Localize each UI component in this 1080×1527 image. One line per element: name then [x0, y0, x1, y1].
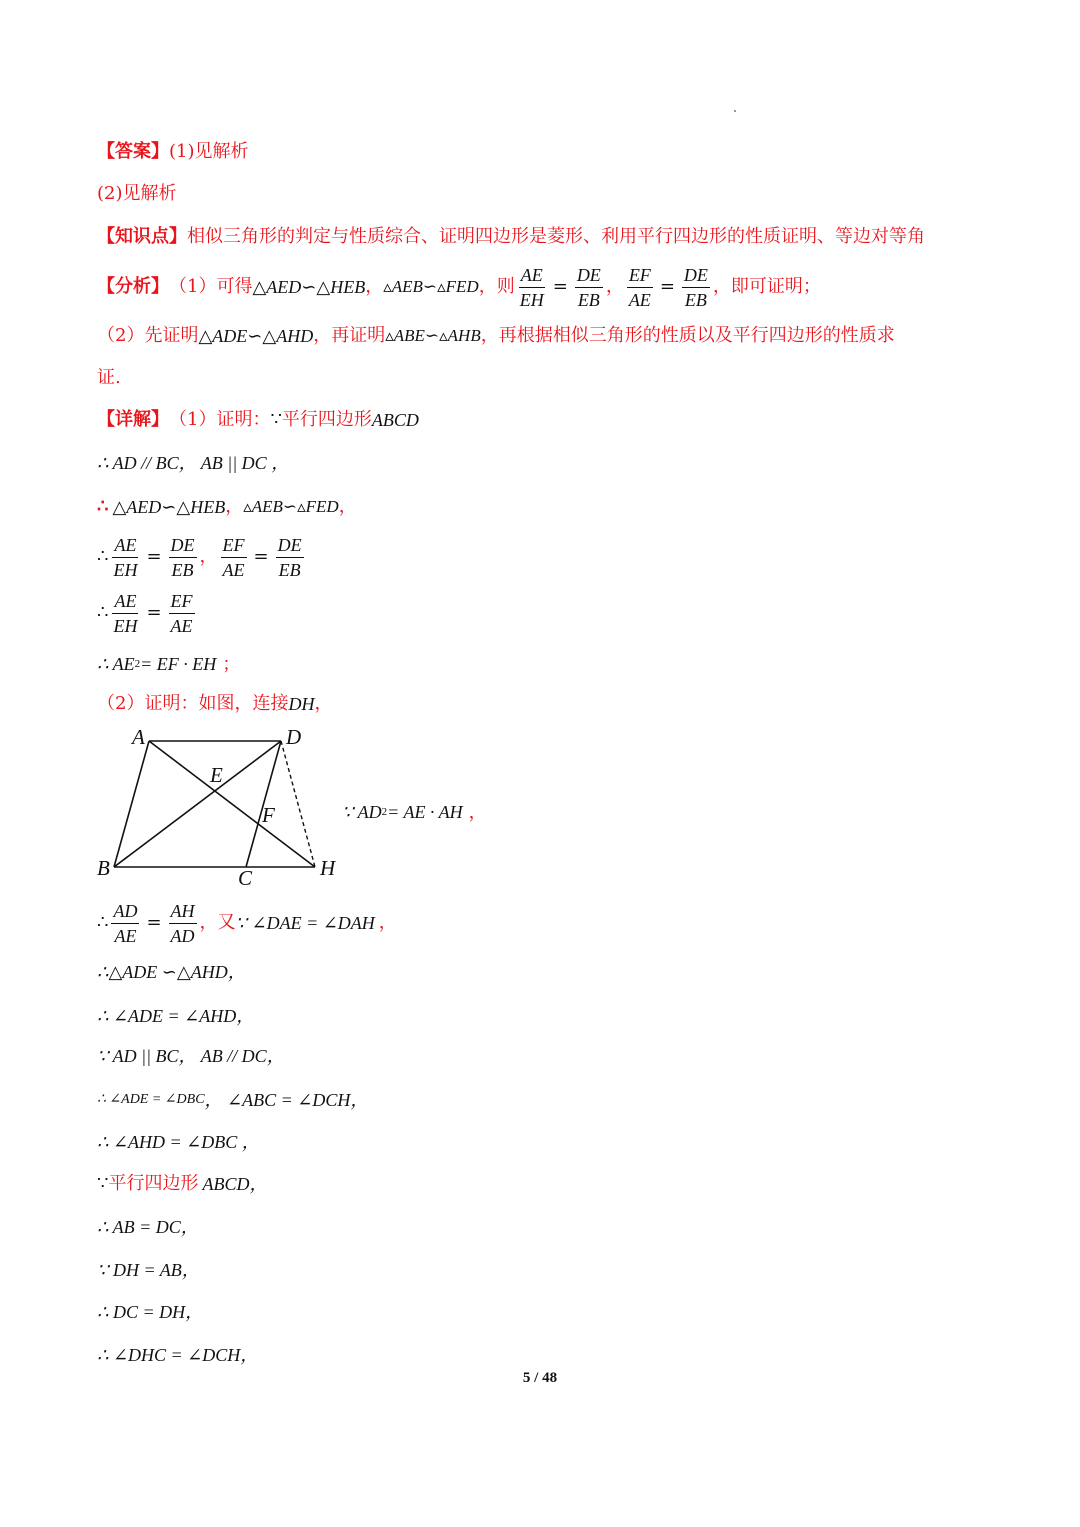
- figure-side-equation: [342, 800, 1020, 824]
- analysis-sep: ，: [365, 276, 384, 297]
- label-E: E: [210, 763, 223, 787]
- detail-l4-fraction-b: [169, 533, 197, 582]
- detail-line-17: [97, 1343, 1020, 1367]
- page-number: 5 / 48: [522, 1370, 558, 1386]
- detail-line-6: [97, 652, 1020, 676]
- label-F: F: [262, 803, 275, 827]
- analysis-fraction-1: [518, 263, 546, 312]
- fraction-denominator: EB: [684, 289, 707, 310]
- detail-line-4: [97, 532, 1020, 582]
- fraction-numerator: AE: [112, 589, 138, 614]
- detail-line-12: [97, 1130, 1020, 1154]
- analysis-similarity-1: △AED∽△HEB: [252, 277, 366, 297]
- fraction-denominator: EH: [519, 289, 544, 310]
- answer-tag: 【答案】: [97, 141, 169, 162]
- because-symbol: ∵: [270, 409, 282, 430]
- detail-line-5: [97, 588, 1020, 638]
- label-B: B: [97, 856, 110, 880]
- answer-part1: (1)见解析: [169, 141, 249, 162]
- fraction-numerator: AE: [112, 533, 138, 558]
- analysis-p2-end: 证.: [97, 367, 121, 388]
- detail-l9: ∴ ∠ADE = ∠AHD，: [97, 1006, 255, 1026]
- fraction-numerator: AD: [111, 899, 139, 924]
- detail-l1-math: ABCD: [371, 410, 419, 430]
- segment-DH-dashed: [281, 741, 315, 867]
- analysis-then: ，则: [478, 276, 515, 297]
- label-A: A: [132, 725, 145, 749]
- analysis-p1-tail: ，即可证明；: [712, 276, 821, 297]
- detail-line-11: [97, 1088, 1020, 1112]
- superscript: 2: [381, 806, 388, 818]
- comma: ，: [605, 276, 624, 297]
- detail-line-7: [97, 898, 1020, 948]
- detail-l6-main: ∴ AE: [97, 654, 135, 674]
- analysis-similarity-2: ▵AEB∽▵FED: [383, 277, 479, 296]
- fraction-denominator: AE: [222, 559, 245, 580]
- fraction-denominator: AE: [114, 925, 137, 946]
- detail-line-15: [97, 1258, 1020, 1282]
- answer-line-1: [97, 140, 1020, 164]
- equals-sign: =: [659, 276, 675, 297]
- analysis-fraction-3: [627, 263, 653, 312]
- detail-l17: ∴ ∠DHC = ∠DCH，: [97, 1345, 259, 1365]
- therefore-symbol: ∴: [97, 546, 109, 567]
- fig-eq-end: ，: [468, 802, 487, 822]
- detail-p2-math: DH: [288, 694, 315, 714]
- answer-line-2: [97, 182, 1020, 206]
- equals-sign: =: [146, 912, 162, 933]
- detail-line-8: [97, 960, 1020, 984]
- segment-BD: [114, 741, 281, 867]
- detail-line-3: [97, 495, 1020, 519]
- detail-l3-similarity-2: ▵AEB∽▵FED: [243, 497, 339, 516]
- fraction-numerator: EF: [169, 589, 195, 614]
- detail-l11-rest: ， ∠ABC = ∠DCH，: [204, 1090, 369, 1110]
- analysis-tag: 【分析】: [97, 276, 169, 297]
- fig-eq-rest: = AE · AH: [387, 802, 463, 822]
- label-C: C: [238, 866, 253, 890]
- detail-l6-end: ；: [222, 654, 241, 674]
- fraction-denominator: EB: [577, 289, 600, 310]
- fraction-numerator: DE: [575, 263, 603, 288]
- fraction-denominator: AD: [170, 925, 195, 946]
- fraction-denominator: AE: [170, 615, 193, 636]
- detail-l2: ∴ AD // BC， AB || DC ，: [97, 453, 290, 473]
- fraction-numerator: AE: [519, 263, 545, 288]
- detail-l15: ∵ DH = AB，: [97, 1260, 200, 1280]
- fraction-denominator: EH: [113, 615, 138, 636]
- comma: ，: [225, 496, 244, 517]
- therefore-symbol: ∴: [97, 496, 109, 517]
- label-H: H: [320, 856, 336, 880]
- therefore-symbol: ∴: [97, 602, 109, 623]
- superscript: 2: [134, 658, 141, 670]
- detail-line-13: [97, 1172, 1020, 1196]
- detail-l3-end: ，: [338, 496, 357, 517]
- analysis-p2-lead: （2）先证明: [97, 325, 199, 346]
- detail-line-16: [97, 1300, 1020, 1324]
- knowledge-tag: 【知识点】: [97, 226, 187, 247]
- detail-l13-text: 平行四边形: [108, 1173, 199, 1194]
- fraction-numerator: EF: [221, 533, 247, 558]
- segment-AH: [149, 741, 315, 867]
- knowledge-line: [97, 225, 1020, 249]
- analysis-p2-similarity-1: △ADE∽△AHD: [198, 326, 314, 346]
- equals-sign: =: [552, 276, 568, 297]
- detail-l14: ∴ AB = DC，: [97, 1217, 199, 1237]
- detail-line-10: [97, 1044, 1020, 1068]
- detail-tag: 【详解】: [97, 409, 169, 430]
- fraction-numerator: DE: [169, 533, 197, 558]
- equals-sign: =: [146, 602, 162, 623]
- fraction-numerator: EF: [627, 263, 653, 288]
- detail-p2-end: ，: [314, 693, 333, 714]
- fraction-denominator: EB: [278, 559, 301, 580]
- detail-l11-small: ∴ ∠ADE = ∠DBC: [97, 1092, 205, 1107]
- detail-l13-math: ABCD，: [202, 1174, 268, 1194]
- comma: ，: [199, 546, 218, 567]
- detail-l8: ∴△ADE ∽△AHD，: [97, 962, 246, 982]
- detail-l7-fraction-b: [169, 899, 197, 948]
- detail-l5-fraction-a: [111, 589, 139, 638]
- therefore-symbol: ∴: [97, 912, 109, 933]
- detail-l5-fraction-b: [169, 589, 195, 638]
- label-D: D: [286, 725, 302, 749]
- analysis-p2-similarity-2: ▵ABE∽▵AHB: [385, 326, 481, 345]
- fraction-numerator: DE: [682, 263, 710, 288]
- analysis-line-2: [97, 324, 1020, 348]
- detail-p2-lead: （2）证明：如图，连接: [97, 693, 289, 714]
- detail-part2-line: [97, 692, 1020, 716]
- detail-l7-end: ，: [378, 912, 397, 933]
- detail-l3-similarity-1: △AED∽△HEB: [112, 497, 226, 517]
- answer-part2: (2)见解析: [97, 183, 177, 204]
- fraction-denominator: EH: [113, 559, 138, 580]
- analysis-line-3: [97, 366, 1020, 390]
- because-symbol: ∵: [97, 1173, 109, 1194]
- analysis-fraction-2: [575, 263, 603, 312]
- detail-line-2: [97, 451, 1020, 475]
- equals-sign: =: [146, 546, 162, 567]
- detail-line-1: [97, 408, 1020, 432]
- detail-line-14: [97, 1215, 1020, 1239]
- equals-sign: =: [253, 546, 269, 567]
- detail-l4-fraction-d: [276, 533, 304, 582]
- detail-l7-fraction-a: [111, 899, 139, 948]
- analysis-p2-tail: ，再根据相似三角形的性质以及平行四边形的性质求: [480, 325, 895, 346]
- detail-l1-text: 平行四边形: [281, 409, 372, 430]
- detail-l4-fraction-a: [111, 533, 139, 582]
- analysis-p1-lead: （1）可得: [169, 276, 253, 297]
- detail-l1-lead: （1）证明：: [169, 409, 271, 430]
- detail-l6-rest: = EF · EH: [140, 654, 217, 674]
- detail-l7-math: ∵ ∠DAE = ∠DAH: [235, 913, 375, 933]
- segment-AB: [114, 741, 149, 867]
- detail-l16: ∴ DC = DH，: [97, 1302, 204, 1322]
- fraction-numerator: DE: [276, 533, 304, 558]
- detail-l12: ∴ ∠AHD = ∠DBC ，: [97, 1132, 260, 1152]
- detail-l4-fraction-c: [221, 533, 247, 582]
- fraction-denominator: EB: [171, 559, 194, 580]
- analysis-line-1: [97, 263, 1020, 311]
- analysis-p2-mid: ，再证明: [313, 325, 386, 346]
- geometry-figure: [92, 722, 352, 892]
- fig-eq-main: ∵ AD: [342, 802, 382, 822]
- detail-l10: ∵ AD || BC， AB // DC，: [97, 1046, 285, 1066]
- knowledge-text: 相似三角形的判定与性质综合、证明四边形是菱形、利用平行四边形的性质证明、等边对等角: [187, 226, 925, 247]
- fraction-denominator: AE: [628, 289, 651, 310]
- detail-line-9: [97, 1004, 1020, 1028]
- detail-l7-mid: ，又: [199, 912, 236, 933]
- fraction-numerator: AH: [169, 899, 197, 924]
- analysis-fraction-4: [682, 263, 710, 312]
- speck: [734, 110, 736, 112]
